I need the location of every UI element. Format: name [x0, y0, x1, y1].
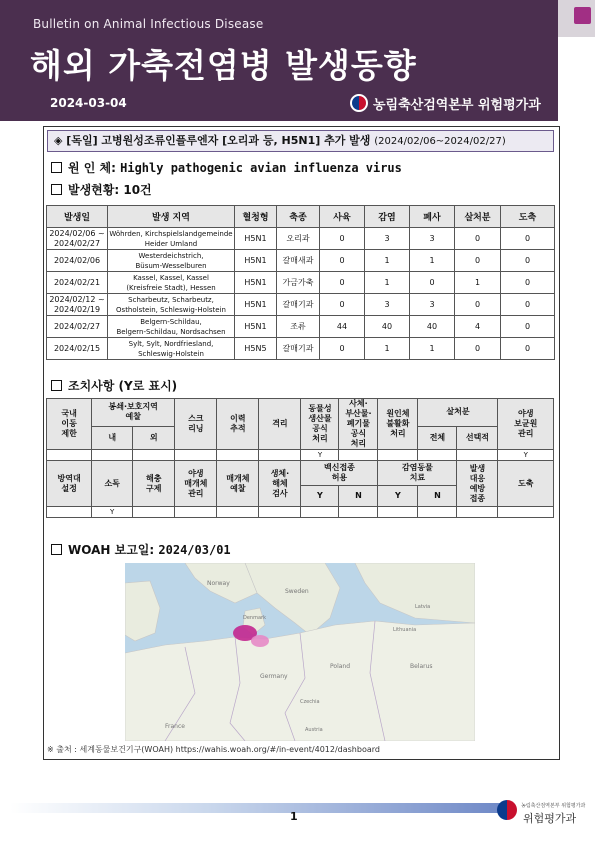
th-pest: 해충 구제 [133, 461, 175, 507]
actions-row1-marks [47, 450, 554, 461]
table-row [47, 294, 555, 316]
table-row [47, 228, 555, 250]
cell-slaughtered: 0 [501, 272, 555, 294]
outbreak-col-header: 혈청형 [235, 206, 277, 228]
taegeuk-logo-icon [350, 94, 368, 112]
cell-raised: 0 [320, 272, 365, 294]
cell-raised: 0 [320, 338, 365, 360]
cell-region: Wöhrden, Kirchspielslandgemeinde Heider Umland [109, 229, 233, 248]
th-biosecurity: 방역대 설정 [47, 461, 92, 507]
cell-serotype: H5N1 [235, 250, 277, 272]
th-treatment: 감염동물 치료 [378, 461, 457, 486]
footer-eval: 위험평가과 [523, 812, 577, 825]
cell-serotype: H5N1 [235, 272, 277, 294]
cell-slaughtered: 0 [501, 250, 555, 272]
table-row [47, 316, 555, 338]
map-label: Denmark [243, 615, 266, 621]
cell-date: 2024/02/27 [47, 316, 108, 338]
source-footnote: ※ 출처 : 세계동물보건기구(WOAH) https://wahis.woah.org/#/in-event/4012/dashboard [47, 745, 380, 754]
cell-dead: 3 [410, 294, 455, 316]
cell-region: Scharbeutz, Scharbeutz, Ostholstein, Schleswig-Holstein [108, 294, 235, 316]
footer-org-small: 농림축산검역본부 위험평가과 [521, 803, 586, 809]
th-official-disposal: 동물성 생산물 공식 처리 [301, 399, 339, 450]
outbreak-table [46, 205, 555, 360]
page-title: 해외 가축전염병 발생동향 [30, 46, 417, 85]
th-live-test: 생체· 해체 검사 [259, 461, 301, 507]
th-trace: 이력 추적 [217, 399, 259, 450]
cell-species: 오리과 [277, 228, 320, 250]
org-logo-block [350, 92, 541, 114]
outbreak-col-header: 감염 [365, 206, 410, 228]
th-carcass: 사체· 부산물· 폐기물 공식 처리 [339, 399, 378, 450]
table-row [47, 250, 555, 272]
map-label: Latvia [415, 604, 431, 610]
cell-dead: 1 [410, 338, 455, 360]
checkbox-icon [51, 184, 62, 195]
cell-infected: 1 [365, 250, 410, 272]
outbreak-col-header: 폐사 [410, 206, 455, 228]
map-label: Norway [207, 580, 230, 587]
pathogen-label: 원 인 체: [68, 161, 116, 175]
mark-disinfection: Y [92, 507, 133, 518]
th-quarantine: 격리 [259, 399, 301, 450]
outbreak-col-header: 도축 [501, 206, 555, 228]
outbreak-col-header: 발생일 [47, 206, 108, 228]
th-vaccine-y: Y [301, 486, 339, 507]
section-period: (2024/02/06~2024/02/27) [374, 136, 506, 147]
cell-dead: 1 [410, 250, 455, 272]
cell-serotype: H5N1 [235, 294, 277, 316]
status-label: 발생현황: [68, 183, 120, 197]
th-vaccine: 백신접종 허용 [301, 461, 378, 486]
section-heading-text: ◈ [독일] 고병원성조류인플루엔자 [오리과 등, H5N1] 추가 발생 [54, 134, 371, 147]
pathogen-line [51, 159, 402, 176]
cell-dead: 3 [410, 228, 455, 250]
th-pathogen-disposal: 원인체 불활화 처리 [378, 399, 418, 450]
woah-line [51, 541, 231, 558]
th-cull-all: 전체 [418, 426, 457, 449]
cell-date: 2024/02/12 ~ 2024/02/19 [47, 294, 108, 316]
map-label: Lithuania [393, 627, 417, 633]
cell-species: 갈매기과 [277, 294, 320, 316]
cell-culled: 0 [455, 294, 501, 316]
actions-row2-marks [47, 507, 554, 518]
table-row [47, 272, 555, 294]
org-name: 농림축산검역본부 위험평가과 [373, 97, 541, 113]
page-number: 1 [290, 810, 298, 823]
cell-species: 갈매기과 [277, 338, 320, 360]
map-label: Czechia [300, 699, 320, 705]
outbreak-table-header [47, 206, 555, 228]
pathogen-value: Highly pathogenic avian influenza virus [120, 161, 402, 175]
woah-date: 2024/03/01 [158, 543, 231, 557]
cell-date: 2024/02/21 [47, 272, 108, 294]
actions-label: 조치사항 (Y로 표시) [68, 379, 178, 393]
cell-region: Westerdeichstrich, Büsum-Wesselburen [108, 250, 235, 272]
cell-culled: 0 [455, 338, 501, 360]
taegeuk-logo-icon [497, 800, 517, 820]
th-zone-out: 외 [133, 426, 175, 449]
outbreak-col-header: 살처분 [455, 206, 501, 228]
th-treat-n: N [418, 486, 457, 507]
cell-region: Belgern-Schildau, Belgern-Schildau, Nordsachsen [108, 316, 235, 338]
section-heading [47, 130, 554, 152]
header-banner [0, 0, 558, 121]
checkbox-icon [51, 544, 62, 555]
map-label: Poland [330, 663, 351, 670]
cell-species: 조류 [277, 316, 320, 338]
table-row [47, 338, 555, 360]
actions-table [46, 398, 554, 518]
th-slaughter: 도축 [498, 461, 554, 507]
cell-dead: 0 [410, 272, 455, 294]
cell-culled: 1 [455, 272, 501, 294]
cell-serotype: H5N1 [235, 228, 277, 250]
cell-raised: 0 [320, 228, 365, 250]
status-value: 10건 [123, 183, 152, 197]
cell-infected: 40 [365, 316, 410, 338]
th-screening: 스크 리닝 [175, 399, 217, 450]
map-label: France [165, 723, 185, 730]
th-cull-selective: 선택적 [457, 426, 498, 449]
bulletin-subtitle: Bulletin on Animal Infectious Disease [33, 17, 264, 31]
map-label: Austria [305, 727, 323, 733]
cell-raised: 44 [320, 316, 365, 338]
map-svg [125, 563, 475, 741]
cell-slaughtered: 0 [501, 294, 555, 316]
cell-dead: 40 [410, 316, 455, 338]
th-treat-y: Y [378, 486, 418, 507]
map-label: Belarus [410, 663, 433, 670]
outbreak-map [125, 563, 475, 741]
cell-infected: 3 [365, 294, 410, 316]
cell-culled: 4 [455, 316, 501, 338]
bookmark-icon [574, 7, 591, 24]
cell-region: Kassel, Kassel, Kassel (Kreisfreie Stadt), Hessen [108, 272, 235, 294]
cell-slaughtered: 0 [501, 338, 555, 360]
actions-line [51, 377, 177, 394]
mark-wildlife: Y [498, 450, 554, 461]
cell-infected: 1 [365, 338, 410, 360]
th-vector: 매개체 예찰 [217, 461, 259, 507]
th-disinfection: 소독 [92, 461, 133, 507]
cell-species: 가금가축 [277, 272, 320, 294]
th-movement: 국내 이동 제한 [47, 399, 92, 450]
cell-culled: 0 [455, 250, 501, 272]
woah-label: WOAH 보고일: [68, 543, 155, 557]
th-prevent: 발생 대응 예방 접종 [457, 461, 498, 507]
th-zone-in: 내 [92, 426, 133, 449]
cell-serotype: H5N5 [235, 338, 277, 360]
footer-bar [10, 803, 510, 813]
outbreak-col-header: 축종 [277, 206, 320, 228]
cell-infected: 1 [365, 272, 410, 294]
issue-date: 2024-03-04 [50, 96, 127, 110]
cell-region: Sylt, Sylt, Nordfriesland, Schleswig-Holstein [108, 338, 235, 360]
th-wildlife: 야생 보균원 관리 [498, 399, 554, 450]
cell-raised: 0 [320, 250, 365, 272]
outbreak-col-header: 발생 지역 [108, 206, 235, 228]
th-zone: 봉쇄·보호지역 예찰 [92, 399, 175, 427]
cell-slaughtered: 0 [501, 228, 555, 250]
th-vaccine-n: N [339, 486, 378, 507]
th-wild-mgmt: 야생 매개체 관리 [175, 461, 217, 507]
status-line [51, 181, 152, 198]
cell-infected: 3 [365, 228, 410, 250]
cell-date: 2024/02/06 ~ 2024/02/27 [47, 228, 108, 250]
checkbox-icon [51, 162, 62, 173]
cell-date: 2024/02/06 [47, 250, 108, 272]
outbreak-marker-secondary [251, 635, 269, 647]
cell-species: 갈매새과 [277, 250, 320, 272]
cell-slaughtered: 0 [501, 316, 555, 338]
map-label: Germany [260, 673, 288, 680]
cell-date: 2024/02/15 [47, 338, 108, 360]
mark-official-disposal: Y [301, 450, 339, 461]
th-culling: 살처분 [418, 399, 498, 427]
cell-serotype: H5N1 [235, 316, 277, 338]
cell-culled: 0 [455, 228, 501, 250]
checkbox-icon [51, 380, 62, 391]
map-label: Sweden [285, 588, 309, 595]
cell-raised: 0 [320, 294, 365, 316]
outbreak-col-header: 사육 [320, 206, 365, 228]
